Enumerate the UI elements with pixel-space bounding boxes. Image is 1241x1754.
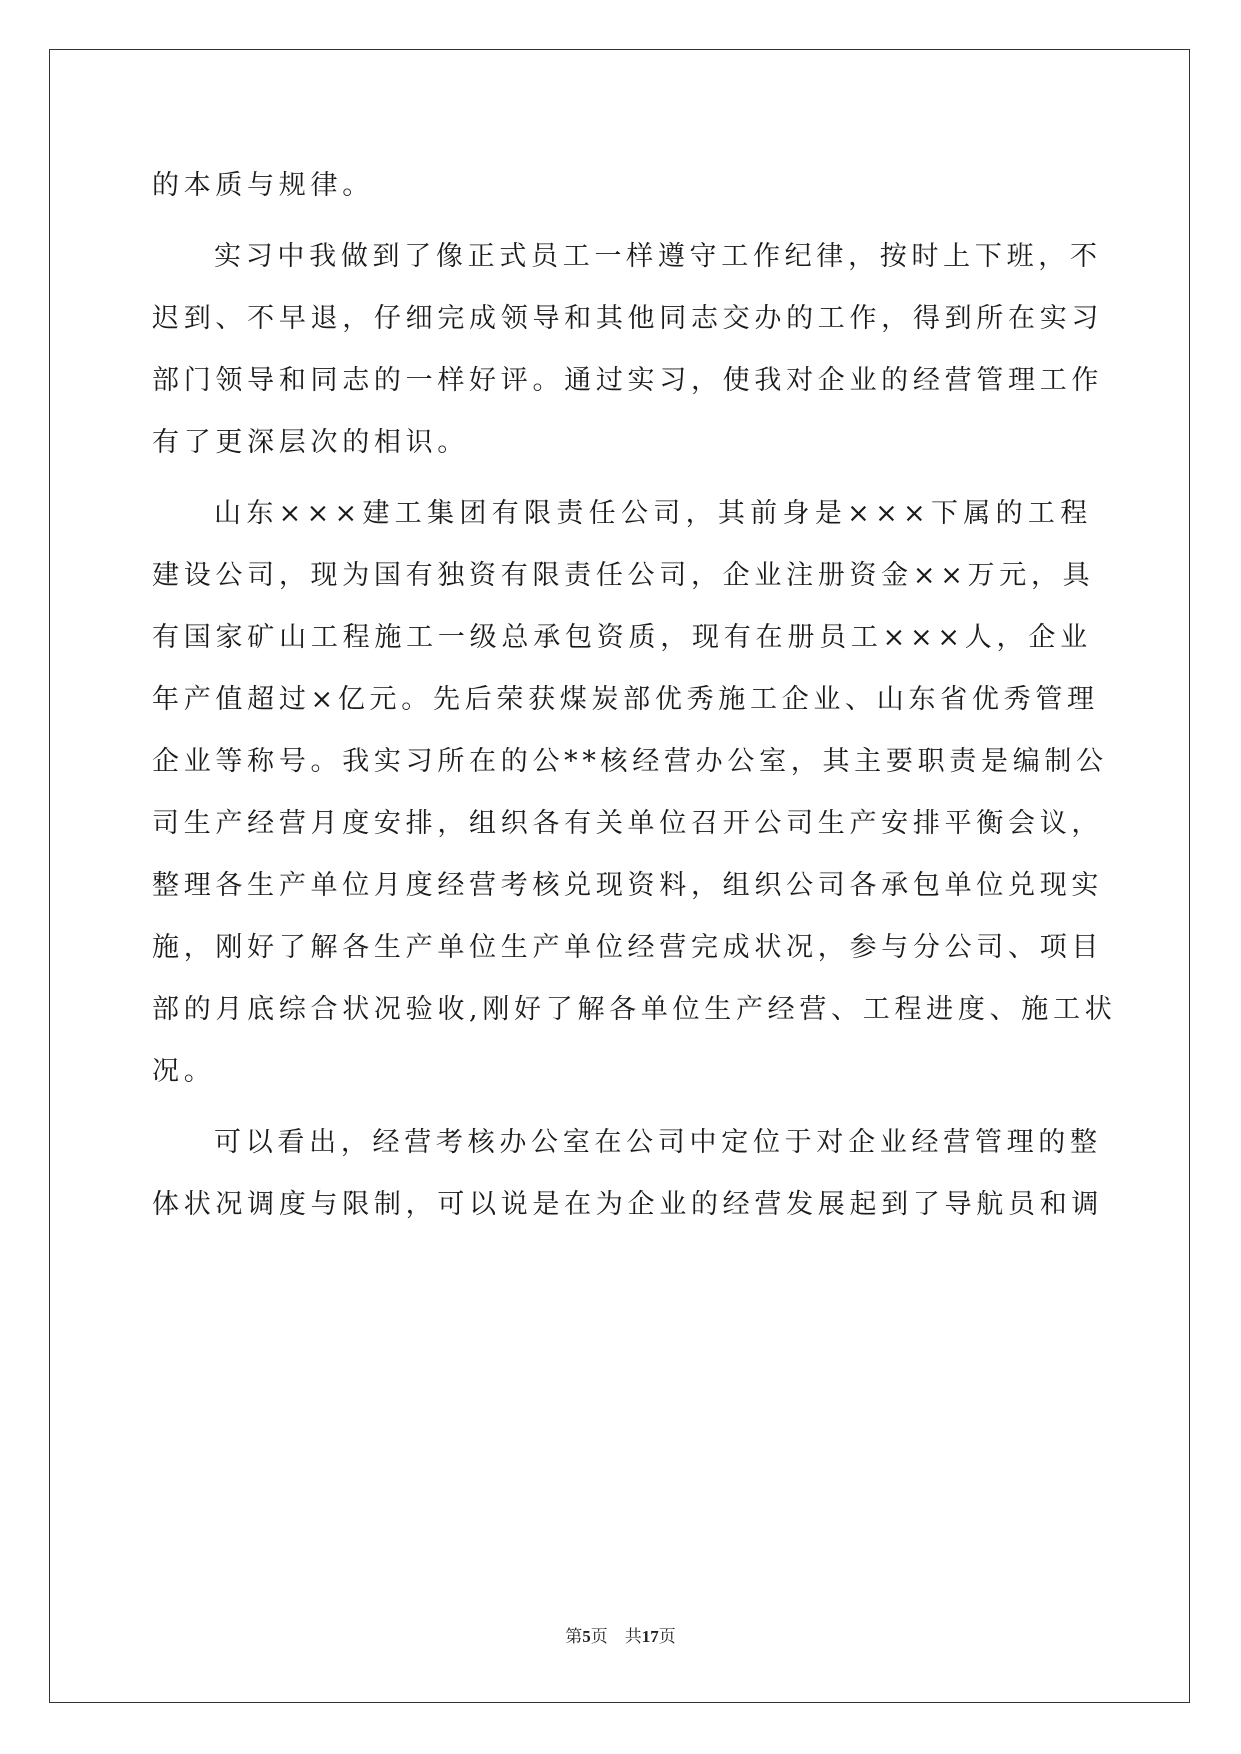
- text-line: 建 设 公 司 ， 现 为 国 有 独 资 有 限 责 任 公 司 ， 企 业 注 册 资 金 × × 万 元 ， 具: [152, 560, 1095, 591]
- text-line: 山 东 × × × 建 工 集 团 有 限 责 任 公 司 ， 其 前 身 是 × × × 下 属 的 工 程: [214, 498, 1092, 529]
- text-line: 的本质与规律。: [152, 170, 374, 201]
- text-line: 迟 到 、 不 早 退 ， 仔 细 完 成 领 导 和 其 他 同 志 交 办 的 工 作 ， 得 到 所 在 实 习: [152, 303, 1104, 334]
- footer-suffix: 页: [658, 1627, 676, 1646]
- current-page-number: 5: [582, 1627, 591, 1646]
- text-line: 整 理 各 生 产 单 位 月 度 经 营 考 核 兑 现 资 料 ， 组 织 公 司 各 承 包 单 位 兑 现 实: [152, 870, 1104, 901]
- text-line: 有了更深层次的相识。: [152, 427, 469, 458]
- text-line: 年 产 值 超 过 × 亿 元 。 先 后 荣 获 煤 炭 部 优 秀 施 工 企 业 、 山 东 省 优 秀 管 理: [152, 684, 1099, 715]
- footer-mid: 页 共: [590, 1627, 642, 1646]
- text-line: 施 ， 刚 好 了 解 各 生 产 单 位 生 产 单 位 经 营 完 成 状 况 ， 参 与 分 公 司 、 项 目: [152, 932, 1104, 963]
- text-line: 有 国 家 矿 山 工 程 施 工 一 级 总 承 包 资 质 ， 现 有 在 册 员 工 × × × 人 ， 企 业: [152, 622, 1092, 653]
- text-line: 部 门 领 导 和 同 志 的 一 样 好 评 。 通 过 实 习 ， 使 我 对 企 业 的 经 营 管 理 工 作: [152, 365, 1104, 396]
- footer-prefix: 第: [565, 1627, 583, 1646]
- total-page-number: 17: [641, 1627, 659, 1646]
- text-line: 司 生 产 经 营 月 度 安 排 ， 组 织 各 有 关 单 位 召 开 公 司 生 产 安 排 平 衡 会 议 ，: [152, 808, 1104, 839]
- text-line: 可 以 看 出 ， 经 营 考 核 办 公 室 在 公 司 中 定 位 于 对 企 业 经 营 管 理 的 整: [214, 1127, 1102, 1158]
- page-footer: [0, 1622, 1241, 1647]
- text-line: 况。: [152, 1056, 216, 1087]
- text-line: 实 习 中 我 做 到 了 像 正 式 员 工 一 样 遵 守 工 作 纪 律 ， 按 时 上 下 班 ， 不: [214, 241, 1102, 272]
- text-line: 体 状 况 调 度 与 限 制 ， 可 以 说 是 在 为 企 业 的 经 营 发 展 起 到 了 导 航 员 和 调: [152, 1189, 1104, 1220]
- text-line: 部 的 月 底 综 合 状 况 验 收 , 刚 好 了 解 各 单 位 生 产 经 营 、 工 程 进 度 、 施 工 状: [152, 994, 1117, 1025]
- document-body: [152, 155, 1117, 1236]
- text-line: 企 业 等 称 号 。 我 实 习 所 在 的 公 * * 核 经 营 办 公 室 ， 其 主 要 职 责 是 编 制 公: [152, 746, 1108, 777]
